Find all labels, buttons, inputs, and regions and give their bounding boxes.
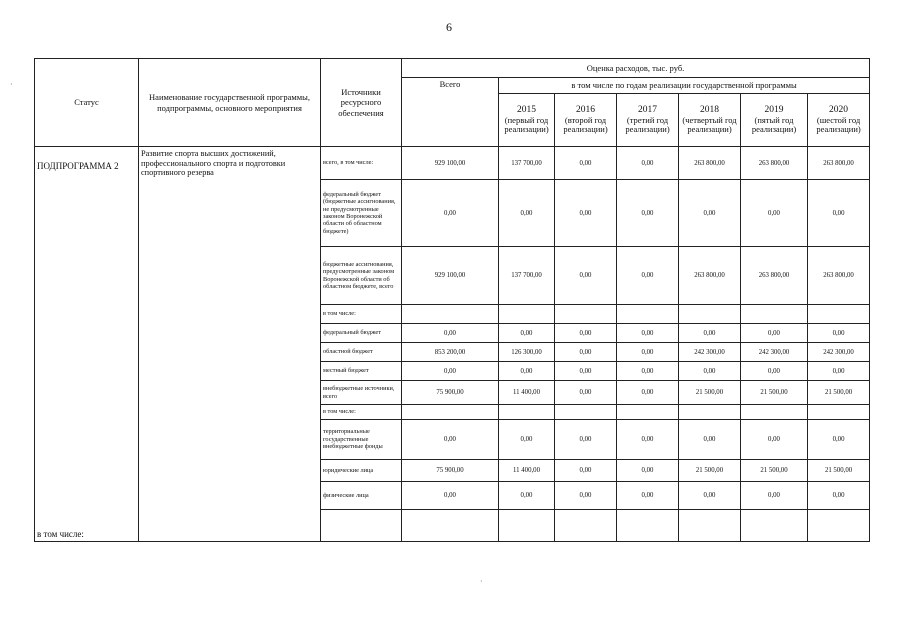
year-value: 263 800,00 [741,247,808,305]
year-sub-label: (третий год реализации) [625,114,670,135]
year-value: 0,00 [555,247,617,305]
header-total: Всего [402,78,499,147]
total-value [402,510,499,542]
source-label: юридические лица [321,460,402,482]
header-year-2015 [499,94,555,147]
total-value: 75 900,00 [402,460,499,482]
year-value: 0,00 [617,362,679,381]
year-value: 0,00 [555,381,617,405]
year-value: 0,00 [617,420,679,460]
scan-speck: · [10,80,13,89]
source-label: территориальные государственные внебюджетные фонды [321,420,402,460]
year-value: 0,00 [679,324,741,343]
year-value: 137 700,00 [499,247,555,305]
year-value: 21 500,00 [741,460,808,482]
year-value: 0,00 [808,362,870,381]
header-year-2020 [808,94,870,147]
page-number: 6 [446,20,452,34]
total-value: 0,00 [402,362,499,381]
year-value [555,405,617,420]
year-value: 126 300,00 [499,343,555,362]
year-value: 0,00 [679,362,741,381]
total-value: 0,00 [402,420,499,460]
year-value: 0,00 [617,180,679,247]
year-value: 263 800,00 [741,147,808,180]
total-value: 0,00 [402,482,499,510]
year-value: 137 700,00 [499,147,555,180]
header-sources: Источники ресурсного обеспечения [321,59,402,147]
total-value: 929 100,00 [402,147,499,180]
year-value: 11 400,00 [499,460,555,482]
source-label: областной бюджет [321,343,402,362]
source-label: физические лица [321,482,402,510]
year-value: 263 800,00 [808,147,870,180]
total-value [402,305,499,324]
year-value: 0,00 [741,324,808,343]
source-label: бюджетные ассигнования, предусмотренные законом Воронежской области об областном бюджете, всего [321,247,402,305]
program-name: Развитие спорта высших достижений, профессионального спорта и подготовки спортивного резерва [139,147,321,542]
source-label: федеральный бюджет [321,324,402,343]
year-value: 0,00 [679,180,741,247]
total-value: 75 900,00 [402,381,499,405]
year-value: 0,00 [679,482,741,510]
year-sub-label: (четвертый год реализации) [682,114,737,135]
year-value: 0,00 [617,247,679,305]
year-label: 2015 [517,104,536,115]
year-value [617,510,679,542]
year-value: 242 300,00 [808,343,870,362]
year-value: 0,00 [741,420,808,460]
year-sub-label: (первый год реализации) [504,114,549,135]
source-label: внебюджетные источники, всего [321,381,402,405]
year-value: 0,00 [617,482,679,510]
year-value [679,305,741,324]
year-value [808,405,870,420]
year-label: 2018 [700,104,719,115]
year-value: 0,00 [555,324,617,343]
year-value: 263 800,00 [679,147,741,180]
year-value: 0,00 [617,460,679,482]
year-value: 21 500,00 [808,460,870,482]
year-value: 0,00 [499,420,555,460]
header-year-2019 [741,94,808,147]
year-value [499,510,555,542]
header-by-years: в том числе по годам реализации государственной программы [499,78,870,94]
status-sub-label: в том числе: [37,529,84,539]
table-row [35,147,870,180]
total-value: 853 200,00 [402,343,499,362]
year-value: 0,00 [499,180,555,247]
year-value [741,510,808,542]
year-value [499,405,555,420]
year-value: 0,00 [555,420,617,460]
year-value [617,305,679,324]
year-value [741,405,808,420]
header-year-2018 [679,94,741,147]
source-label [321,510,402,542]
header-status: Статус [35,59,139,147]
year-label: 2016 [576,104,595,115]
year-value: 0,00 [617,147,679,180]
year-value [679,405,741,420]
year-value: 263 800,00 [679,247,741,305]
year-value: 21 500,00 [679,381,741,405]
scan-speck: · [480,577,483,586]
year-value: 21 500,00 [741,381,808,405]
source-label: федеральный бюджет (бюджетные ассигнования, не предусмотренные законом Воронежской области об областном бюджете) [321,180,402,247]
year-value: 0,00 [555,362,617,381]
year-value: 0,00 [617,381,679,405]
year-value [555,510,617,542]
year-label: 2020 [829,104,849,115]
source-label: местный бюджет [321,362,402,381]
year-value: 0,00 [555,460,617,482]
year-value: 0,00 [741,482,808,510]
year-value [555,305,617,324]
year-label: 2017 [638,104,657,115]
year-sub-label: (пятый год реализации) [751,114,797,135]
status-cell [35,147,139,542]
year-value: 0,00 [808,420,870,460]
year-value: 0,00 [808,324,870,343]
total-value: 0,00 [402,180,499,247]
year-value: 0,00 [617,343,679,362]
year-value: 0,00 [499,362,555,381]
source-label: всего, в том числе: [321,147,402,180]
source-label: в том числе: [321,405,402,420]
year-value: 0,00 [808,482,870,510]
total-value: 0,00 [402,324,499,343]
year-sub-label: (шестой год реализации) [816,114,861,135]
year-value [808,305,870,324]
year-value [499,305,555,324]
year-sub-label: (второй год реализации) [563,114,608,135]
year-value: 0,00 [741,362,808,381]
year-value [808,510,870,542]
year-value: 0,00 [555,343,617,362]
year-value: 0,00 [555,482,617,510]
total-value: 929 100,00 [402,247,499,305]
budget-table [34,58,870,542]
year-value: 11 400,00 [499,381,555,405]
year-label: 2019 [764,104,784,115]
year-value [617,405,679,420]
year-value: 0,00 [555,180,617,247]
year-value: 242 300,00 [679,343,741,362]
year-value: 0,00 [741,180,808,247]
year-value: 0,00 [617,324,679,343]
year-value: 242 300,00 [741,343,808,362]
header-year-2017 [617,94,679,147]
year-value [679,510,741,542]
year-value: 0,00 [555,147,617,180]
status-label: ПОДПРОГРАММА 2 [37,161,119,171]
year-value [741,305,808,324]
header-estimate: Оценка расходов, тыс. руб. [402,59,870,78]
source-label: в том числе: [321,305,402,324]
header-name: Наименование государственной программы, подпрограммы, основного мероприятия [139,59,321,147]
total-value [402,405,499,420]
year-value: 0,00 [499,482,555,510]
year-value: 0,00 [499,324,555,343]
year-value: 21 500,00 [808,381,870,405]
year-value: 0,00 [679,420,741,460]
year-value: 21 500,00 [679,460,741,482]
header-year-2016 [555,94,617,147]
year-value: 263 800,00 [808,247,870,305]
year-value: 0,00 [808,180,870,247]
